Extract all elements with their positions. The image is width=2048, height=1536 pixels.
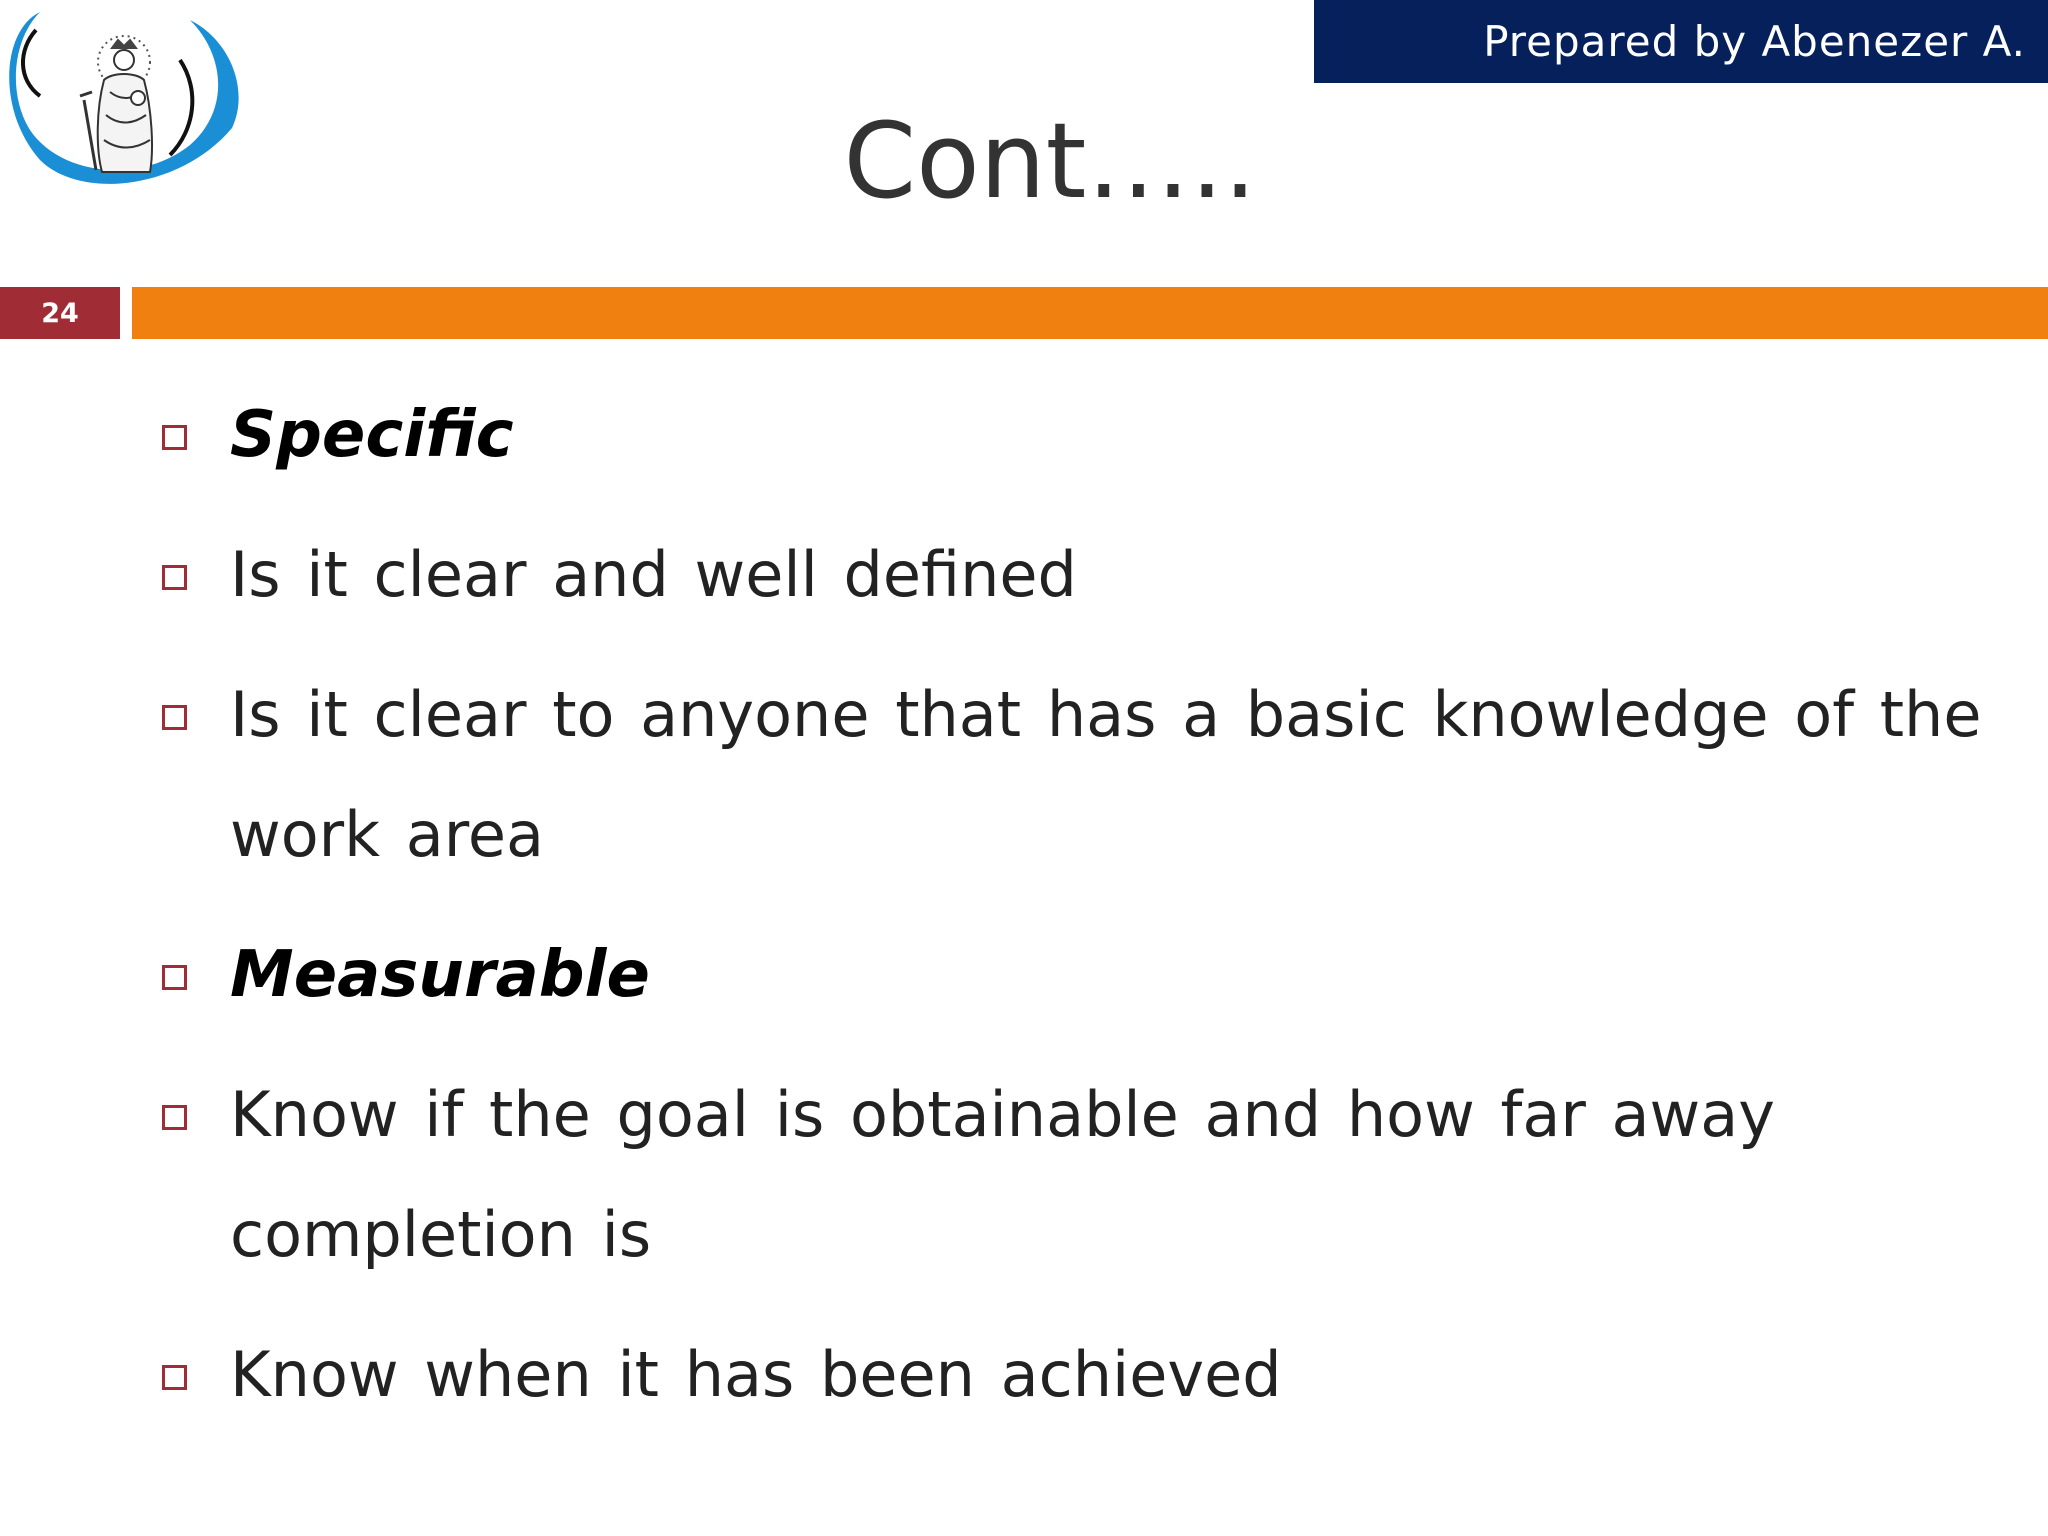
- square-bullet-icon: [162, 1365, 187, 1390]
- bullet-text: Is it clear and well defined: [230, 538, 1077, 611]
- square-bullet-icon: [162, 1105, 187, 1130]
- bullet-text: Know if the goal is obtainable and how far away completion is: [230, 1078, 1775, 1271]
- bullet-item-clear-defined: [162, 515, 1982, 635]
- bullet-text: Is it clear to anyone that has a basic knowledge of the work area: [230, 678, 1982, 871]
- square-bullet-icon: [162, 425, 187, 450]
- square-bullet-icon: [162, 565, 187, 590]
- bullet-item-achieved: [162, 1315, 1982, 1435]
- bullet-item-goal-obtainable: [162, 1055, 1982, 1295]
- square-bullet-icon: [162, 705, 187, 730]
- bullet-text: Measurable: [230, 938, 650, 1012]
- square-bullet-icon: [162, 965, 187, 990]
- bullet-item-clear-to-anyone: [162, 655, 1982, 895]
- slide-number-badge: 24: [0, 287, 120, 339]
- author-label: Prepared by Abenezer A.: [1483, 17, 2026, 66]
- bullet-item-specific: [162, 375, 1982, 495]
- slide-title: Cont…..: [843, 100, 1257, 222]
- bullet-text: Specific: [230, 398, 514, 472]
- bullet-item-measurable: [162, 915, 1982, 1035]
- bullet-text: Know when it has been achieved: [230, 1338, 1282, 1411]
